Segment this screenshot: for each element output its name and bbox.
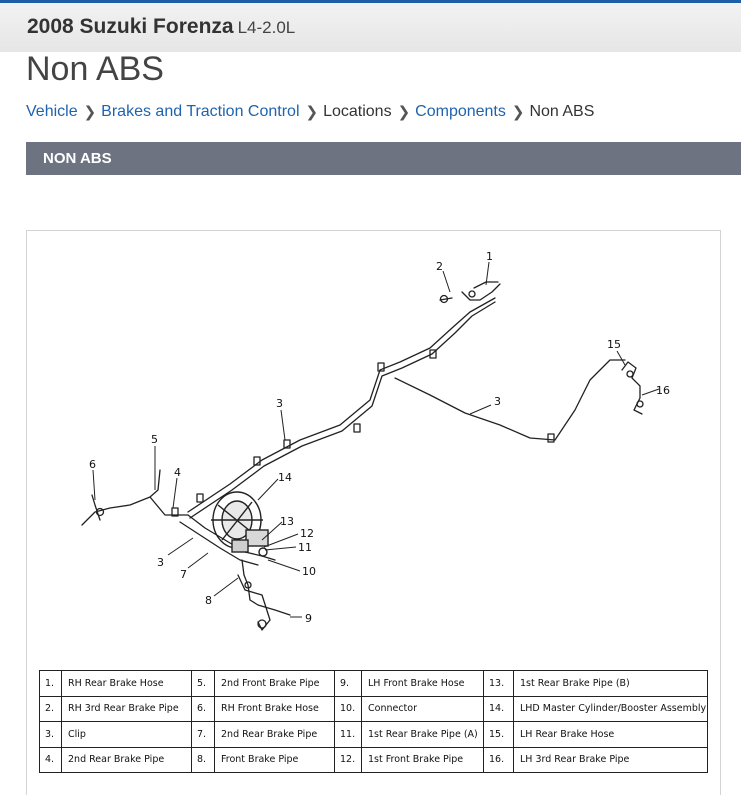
master-cylinder-booster xyxy=(211,492,268,556)
page-title: Non ABS xyxy=(26,50,164,88)
legend-label: LH 3rd Rear Brake Pipe xyxy=(514,747,708,773)
legend-label: 2nd Front Brake Pipe xyxy=(215,671,335,697)
callout-labels xyxy=(89,250,670,625)
legend-label: 1st Front Brake Pipe xyxy=(362,747,484,773)
section-header: NON ABS xyxy=(26,142,741,175)
breadcrumb-brakes-link[interactable]: Brakes and Traction Control xyxy=(101,103,300,120)
legend-number: 10. xyxy=(335,696,362,722)
legend-number: 6. xyxy=(192,696,215,722)
legend-row xyxy=(40,696,708,722)
callout-3-right: 3 xyxy=(494,395,501,408)
callout-8: 8 xyxy=(205,594,212,607)
chevron-right-icon: ❯ xyxy=(511,104,525,121)
legend-label: LH Rear Brake Hose xyxy=(514,722,708,748)
legend-label: RH 3rd Rear Brake Pipe xyxy=(62,696,192,722)
legend-number: 7. xyxy=(192,722,215,748)
callout-4: 4 xyxy=(174,466,181,479)
callout-10: 10 xyxy=(302,565,316,578)
callout-16: 16 xyxy=(656,384,670,397)
legend-label: RH Rear Brake Hose xyxy=(62,671,192,697)
legend-row xyxy=(40,671,708,697)
chevron-right-icon: ❯ xyxy=(397,104,411,121)
legend-number: 1. xyxy=(40,671,62,697)
rh-rear-brake-pipe-line-parallel xyxy=(190,302,495,518)
legend-number: 12. xyxy=(335,747,362,773)
callout-15: 15 xyxy=(607,338,621,351)
legend-number: 16. xyxy=(484,747,514,773)
callout-14: 14 xyxy=(278,471,292,484)
callout-3-left: 3 xyxy=(157,556,164,569)
vehicle-engine: L4-2.0L xyxy=(237,18,296,37)
legend-row xyxy=(40,722,708,748)
lh-rear-brake-pipe-line xyxy=(395,360,625,440)
legend-number: 5. xyxy=(192,671,215,697)
legend-label: Front Brake Pipe xyxy=(215,747,335,773)
breadcrumb-components-link[interactable]: Components xyxy=(415,103,506,120)
callout-2: 2 xyxy=(436,260,443,273)
legend-number: 14. xyxy=(484,696,514,722)
legend-label: 1st Rear Brake Pipe (B) xyxy=(514,671,708,697)
breadcrumb-current: Non ABS xyxy=(529,103,595,120)
breadcrumb-vehicle-link[interactable]: Vehicle xyxy=(26,103,78,120)
callout-11: 11 xyxy=(298,541,312,554)
legend-number: 9. xyxy=(335,671,362,697)
legend-number: 15. xyxy=(484,722,514,748)
callout-1: 1 xyxy=(486,250,493,263)
legend-label: 2nd Rear Brake Pipe xyxy=(62,747,192,773)
callout-13: 13 xyxy=(280,515,294,528)
callout-9: 9 xyxy=(305,612,312,625)
legend-number: 13. xyxy=(484,671,514,697)
legend-label: 1st Rear Brake Pipe (A) xyxy=(362,722,484,748)
legend-number: 11. xyxy=(335,722,362,748)
legend-number: 4. xyxy=(40,747,62,773)
legend-label: RH Front Brake Hose xyxy=(215,696,335,722)
chevron-right-icon: ❯ xyxy=(305,104,319,121)
breadcrumb-locations: Locations xyxy=(323,103,392,120)
callout-7: 7 xyxy=(180,568,187,581)
legend-label: 2nd Rear Brake Pipe xyxy=(215,722,335,748)
vehicle-name: 2008 Suzuki Forenza xyxy=(27,15,234,38)
legend-label: Clip xyxy=(62,722,192,748)
legend-number: 3. xyxy=(40,722,62,748)
rh-front-brake-pipe-line xyxy=(82,470,188,525)
chevron-right-icon: ❯ xyxy=(83,104,97,121)
callout-3-upper: 3 xyxy=(276,397,283,410)
legend-label: LHD Master Cylinder/Booster Assembly xyxy=(514,696,708,722)
callout-5: 5 xyxy=(151,433,158,446)
legend-number: 2. xyxy=(40,696,62,722)
callout-12: 12 xyxy=(300,527,314,540)
legend-number: 8. xyxy=(192,747,215,773)
legend-label: Connector xyxy=(362,696,484,722)
legend-label: LH Front Brake Hose xyxy=(362,671,484,697)
legend-row xyxy=(40,747,708,773)
callout-6: 6 xyxy=(89,458,96,471)
component-legend-table xyxy=(39,670,708,773)
